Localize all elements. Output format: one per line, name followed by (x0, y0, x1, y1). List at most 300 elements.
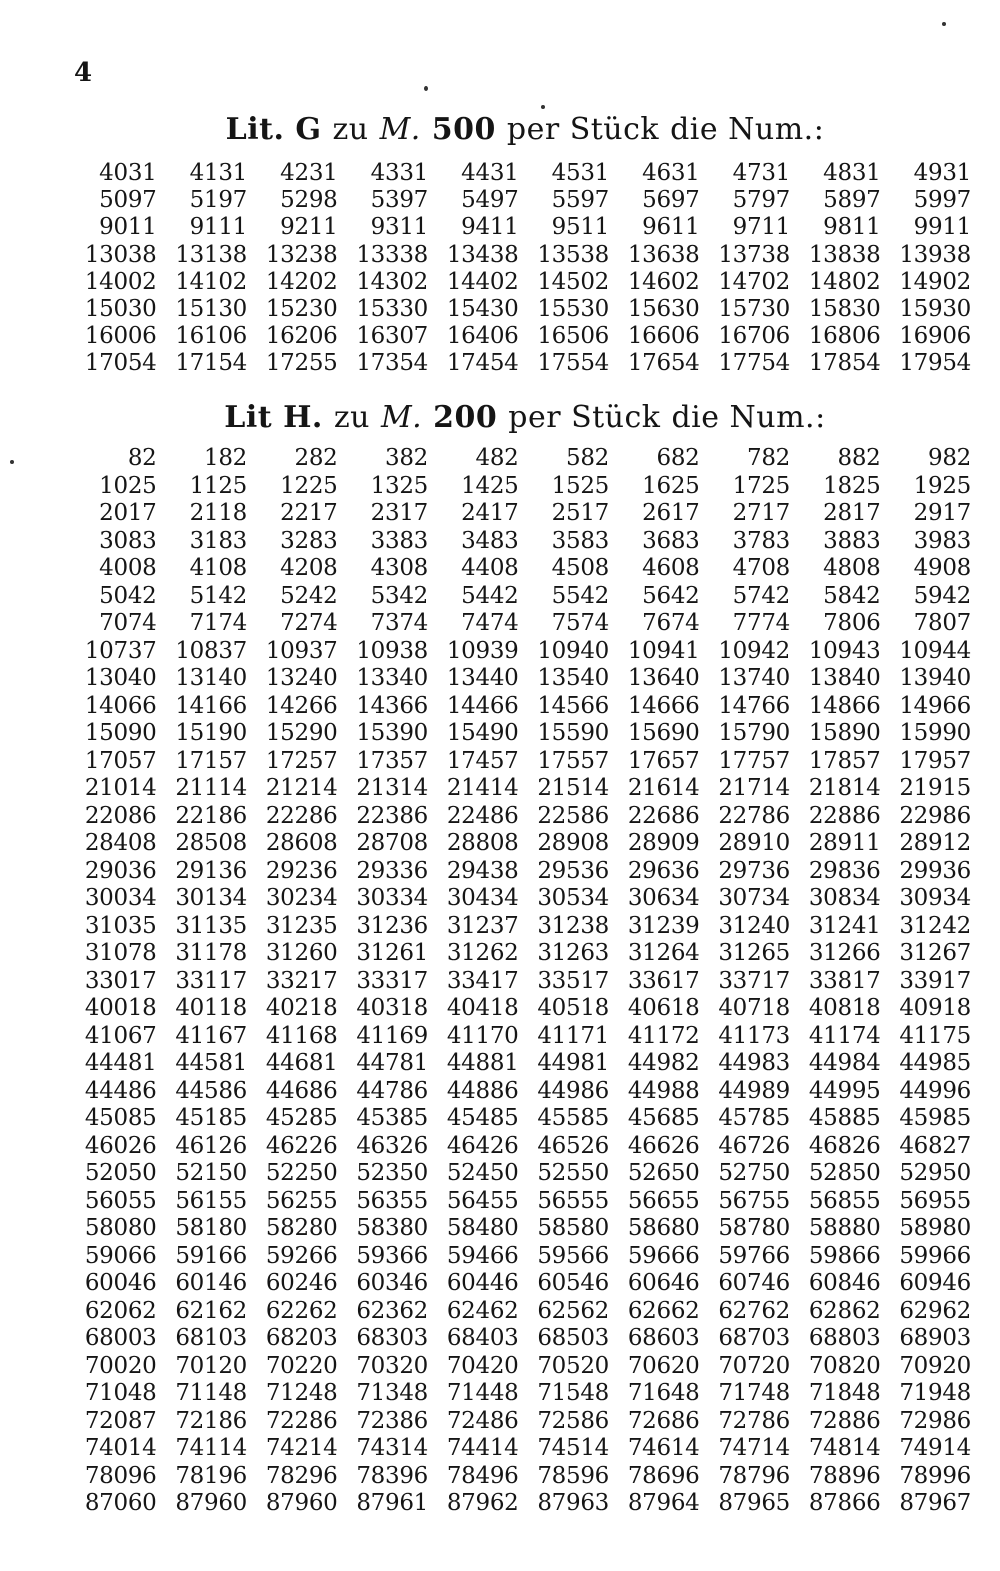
number-cell: 31239 (627, 912, 700, 939)
number-cell: 72486 (446, 1407, 519, 1434)
number-cell: 40518 (537, 995, 609, 1021)
number-cell: 78596 (537, 1462, 609, 1489)
number-cell: 56955 (899, 1187, 971, 1214)
number-cell: 2717 (732, 500, 790, 526)
number-cell: 62962 (899, 1297, 971, 1324)
number-cell: 21114 (175, 775, 247, 801)
number-cell: 62262 (265, 1297, 338, 1324)
number-cell: 58480 (446, 1215, 519, 1241)
number-cell: 7674 (642, 610, 700, 636)
heading-amount-symbol: M. (380, 400, 423, 435)
number-cell: 59266 (265, 1242, 338, 1269)
number-cell: 3383 (370, 527, 428, 554)
number-cell: 41169 (356, 1022, 428, 1049)
number-cell: 10942 (718, 637, 790, 664)
number-cell: 30134 (175, 885, 247, 911)
number-cell: 10943 (808, 637, 881, 664)
number-cell: 7774 (732, 610, 790, 636)
number-cell: 71148 (175, 1380, 247, 1406)
number-cell: 33017 (84, 967, 157, 994)
number-cell: 40718 (718, 995, 790, 1021)
number-cell: 68703 (718, 1325, 790, 1351)
number-cell: 2817 (823, 500, 881, 526)
number-cell: 60146 (175, 1270, 247, 1296)
number-cell: 21514 (537, 775, 609, 801)
number-cell: 5142 (189, 582, 247, 609)
number-cell: 45885 (808, 1105, 881, 1131)
number-cell: 7574 (551, 610, 609, 636)
number-cell: 4608 (642, 555, 700, 581)
number-cell: 17757 (718, 747, 790, 774)
number-cell: 10937 (265, 637, 338, 664)
number-cell: 22286 (265, 802, 338, 829)
number-cell: 31237 (446, 912, 519, 939)
number-cell: 46326 (356, 1132, 428, 1159)
number-cell: 17054 (84, 350, 157, 377)
number-cell: 482 (475, 445, 519, 471)
number-cell: 74314 (356, 1435, 428, 1461)
number-cell: 14802 (808, 268, 881, 295)
number-cell: 21814 (808, 775, 881, 801)
number-cell: 41173 (718, 1022, 790, 1049)
number-cell: 17354 (356, 350, 428, 377)
number-cell: 40918 (899, 995, 971, 1021)
number-cell: 5342 (370, 582, 428, 609)
number-cell: 70920 (899, 1352, 971, 1379)
number-cell: 10938 (356, 637, 428, 664)
number-cell: 71248 (265, 1380, 338, 1406)
number-cell: 60046 (84, 1270, 157, 1296)
number-cell: 16106 (175, 323, 247, 350)
heading-amount-symbol: M. (379, 112, 421, 147)
number-cell: 74014 (84, 1435, 157, 1461)
number-cell: 282 (294, 445, 338, 471)
number-cell: 74414 (446, 1435, 519, 1461)
number-cell: 21214 (265, 775, 338, 801)
number-cell: 3883 (823, 527, 881, 554)
number-cell: 15890 (808, 720, 881, 746)
number-cell: 5542 (551, 582, 609, 609)
number-cell: 60746 (718, 1270, 790, 1296)
number-cell: 59566 (537, 1242, 609, 1269)
number-cell: 7807 (913, 610, 971, 636)
number-cell: 46126 (175, 1132, 247, 1159)
number-cell: 2217 (280, 500, 338, 526)
number-cell: 45585 (537, 1105, 609, 1131)
number-cell: 60246 (265, 1270, 338, 1296)
number-cell: 21714 (718, 775, 790, 801)
number-cell: 16806 (808, 323, 881, 350)
number-cell: 16606 (627, 323, 700, 350)
number-cell: 44481 (84, 1050, 157, 1076)
number-cell: 62862 (808, 1297, 881, 1324)
number-cell: 15690 (627, 720, 700, 746)
number-cell: 87965 (718, 1490, 790, 1516)
number-cell: 40018 (84, 995, 157, 1021)
number-cell: 30634 (627, 885, 700, 911)
number-cell: 52050 (84, 1160, 157, 1186)
number-cell: 22886 (808, 802, 881, 829)
number-table-lit-h (72, 445, 977, 1518)
number-cell: 72686 (627, 1407, 700, 1434)
number-cell: 71048 (84, 1380, 157, 1406)
number-cell: 1225 (280, 472, 338, 499)
number-cell: 17657 (627, 747, 700, 774)
number-cell: 60446 (446, 1270, 519, 1296)
number-cell: 87960 (175, 1490, 247, 1516)
number-cell: 71548 (537, 1380, 609, 1406)
number-cell: 28608 (265, 830, 338, 856)
number-cell: 4331 (370, 160, 428, 186)
number-cell: 1325 (370, 472, 428, 499)
number-cell: 87960 (265, 1490, 338, 1516)
number-cell: 14966 (899, 692, 971, 719)
number-cell: 21314 (356, 775, 428, 801)
number-cell: 17157 (175, 747, 247, 774)
number-cell: 33317 (356, 967, 428, 994)
number-cell: 29936 (899, 857, 971, 884)
number-cell: 4008 (99, 555, 157, 581)
number-cell: 44486 (84, 1077, 157, 1104)
number-cell: 44985 (899, 1050, 971, 1076)
number-cell: 9211 (280, 214, 338, 241)
number-cell: 14866 (808, 692, 881, 719)
number-cell: 40118 (175, 995, 247, 1021)
number-cell: 58580 (537, 1215, 609, 1241)
number-cell: 60846 (808, 1270, 881, 1296)
number-cell: 68303 (356, 1325, 428, 1351)
number-cell: 41170 (446, 1022, 519, 1049)
number-cell: 13138 (175, 241, 247, 268)
number-cell: 22186 (175, 802, 247, 829)
number-cell: 59066 (84, 1242, 157, 1269)
number-cell: 3083 (99, 527, 157, 554)
number-cell: 45985 (899, 1105, 971, 1131)
number-cell: 1125 (189, 472, 247, 499)
number-cell: 40318 (356, 995, 428, 1021)
number-cell: 59366 (356, 1242, 428, 1269)
number-cell: 7374 (370, 610, 428, 636)
number-cell: 78996 (899, 1462, 971, 1489)
number-cell: 15230 (265, 295, 338, 322)
number-cell: 68603 (627, 1325, 700, 1351)
number-cell: 5797 (732, 187, 790, 214)
number-cell: 44982 (627, 1050, 700, 1076)
number-cell: 87963 (537, 1490, 609, 1516)
number-cell: 5697 (642, 187, 700, 214)
number-cell: 56155 (175, 1187, 247, 1214)
number-cell: 71648 (627, 1380, 700, 1406)
number-cell: 15390 (356, 720, 428, 746)
number-cell: 15030 (84, 295, 157, 322)
print-speck (424, 86, 428, 91)
number-cell: 41172 (627, 1022, 700, 1049)
number-cell: 41067 (84, 1022, 157, 1049)
number-cell: 30834 (808, 885, 881, 911)
number-cell: 1725 (732, 472, 790, 499)
number-cell: 28911 (808, 830, 881, 856)
number-cell: 5397 (370, 187, 428, 214)
number-cell: 74514 (537, 1435, 609, 1461)
number-cell: 5042 (99, 582, 157, 609)
number-cell: 15290 (265, 720, 338, 746)
number-cell: 1925 (913, 472, 971, 499)
number-cell: 3983 (913, 527, 971, 554)
number-cell: 68803 (808, 1325, 881, 1351)
number-cell: 22986 (899, 802, 971, 829)
number-cell: 87967 (899, 1490, 971, 1516)
number-cell: 46026 (84, 1132, 157, 1159)
number-cell: 30234 (265, 885, 338, 911)
number-cell: 60346 (356, 1270, 428, 1296)
number-cell: 78696 (627, 1462, 700, 1489)
number-cell: 71948 (899, 1380, 971, 1406)
number-cell: 14466 (446, 692, 519, 719)
number-cell: 44886 (446, 1077, 519, 1104)
number-cell: 74214 (265, 1435, 338, 1461)
number-cell: 41174 (808, 1022, 881, 1049)
number-cell: 14202 (265, 268, 338, 295)
number-cell: 7474 (461, 610, 519, 636)
number-cell: 33617 (627, 967, 700, 994)
number-cell: 31078 (84, 940, 157, 966)
number-cell: 31242 (899, 912, 971, 939)
number-cell: 7074 (99, 610, 157, 636)
number-cell: 30434 (446, 885, 519, 911)
number-cell: 31238 (537, 912, 609, 939)
number-cell: 40218 (265, 995, 338, 1021)
number-cell: 3283 (280, 527, 338, 554)
number-cell: 22086 (84, 802, 157, 829)
number-cell: 40818 (808, 995, 881, 1021)
number-cell: 31265 (718, 940, 790, 966)
number-cell: 14402 (446, 268, 519, 295)
number-cell: 14566 (537, 692, 609, 719)
number-cell: 59466 (446, 1242, 519, 1269)
number-cell: 14902 (899, 268, 971, 295)
heading-amount: 200 (433, 400, 498, 435)
number-cell: 9811 (823, 214, 881, 241)
number-cell: 29136 (175, 857, 247, 884)
number-cell: 13040 (84, 665, 157, 691)
number-cell: 31266 (808, 940, 881, 966)
number-cell: 72786 (718, 1407, 790, 1434)
number-cell: 52750 (718, 1160, 790, 1186)
heading-per-stueck: per Stück (508, 400, 661, 435)
number-cell: 582 (566, 445, 609, 471)
number-cell: 14702 (718, 268, 790, 295)
number-cell: 13540 (537, 665, 609, 691)
number-cell: 44986 (537, 1077, 609, 1104)
number-cell: 74814 (808, 1435, 881, 1461)
number-cell: 13938 (899, 241, 971, 268)
number-cell: 58880 (808, 1215, 881, 1241)
number-cell: 2617 (642, 500, 700, 526)
number-cell: 5997 (913, 187, 971, 214)
number-cell: 1025 (99, 472, 157, 499)
number-cell: 56455 (446, 1187, 519, 1214)
number-cell: 87962 (446, 1490, 519, 1516)
number-cell: 10941 (627, 637, 700, 664)
number-cell: 1825 (823, 472, 881, 499)
number-cell: 45385 (356, 1105, 428, 1131)
number-cell: 60946 (899, 1270, 971, 1296)
number-cell: 52150 (175, 1160, 247, 1186)
number-cell: 58780 (718, 1215, 790, 1241)
number-cell: 13838 (808, 241, 881, 268)
number-cell: 4031 (99, 160, 157, 186)
number-cell: 45185 (175, 1105, 247, 1131)
number-cell: 15990 (899, 720, 971, 746)
number-cell: 52250 (265, 1160, 338, 1186)
number-cell: 46826 (808, 1132, 881, 1159)
number-cell: 10944 (899, 637, 971, 664)
number-cell: 30734 (718, 885, 790, 911)
number-cell: 5242 (280, 582, 338, 609)
number-cell: 4108 (189, 555, 247, 581)
number-cell: 5197 (189, 187, 247, 214)
number-cell: 3583 (551, 527, 609, 554)
number-cell: 28909 (627, 830, 700, 856)
number-cell: 17557 (537, 747, 609, 774)
number-cell: 46726 (718, 1132, 790, 1159)
number-cell: 13538 (537, 241, 609, 268)
number-cell: 14666 (627, 692, 700, 719)
number-cell: 22486 (446, 802, 519, 829)
number-cell: 70520 (537, 1352, 609, 1379)
number-cell: 9711 (732, 214, 790, 241)
number-cell: 68103 (175, 1325, 247, 1351)
number-cell: 62162 (175, 1297, 247, 1324)
number-cell: 29036 (84, 857, 157, 884)
page-number: 4 (74, 58, 93, 88)
number-cell: 31235 (265, 912, 338, 939)
section-heading-lit-h (0, 400, 1000, 435)
number-cell: 4908 (913, 555, 971, 581)
number-cell: 29336 (356, 857, 428, 884)
number-cell: 44995 (808, 1077, 881, 1104)
number-cell: 44989 (718, 1077, 790, 1104)
number-cell: 68003 (84, 1325, 157, 1351)
number-cell: 33217 (265, 967, 338, 994)
number-cell: 33417 (446, 967, 519, 994)
number-cell: 2417 (461, 500, 519, 526)
number-cell: 682 (656, 445, 700, 471)
number-cell: 13340 (356, 665, 428, 691)
number-cell: 58280 (265, 1215, 338, 1241)
number-cell: 59766 (718, 1242, 790, 1269)
number-cell: 31236 (356, 912, 428, 939)
number-cell: 46226 (265, 1132, 338, 1159)
number-cell: 13840 (808, 665, 881, 691)
number-cell: 44988 (627, 1077, 700, 1104)
number-cell: 78296 (265, 1462, 338, 1489)
number-cell: 70720 (718, 1352, 790, 1379)
heading-die-num: die Num.: (671, 400, 826, 435)
number-cell: 68903 (899, 1325, 971, 1351)
heading-lit-label: Lit. G (225, 112, 322, 147)
number-cell: 7174 (189, 610, 247, 636)
number-cell: 28912 (899, 830, 971, 856)
number-cell: 41175 (899, 1022, 971, 1049)
number-cell: 78896 (808, 1462, 881, 1489)
number-cell: 44881 (446, 1050, 519, 1076)
number-cell: 70420 (446, 1352, 519, 1379)
number-cell: 4631 (642, 160, 700, 186)
number-cell: 3783 (732, 527, 790, 554)
number-cell: 13140 (175, 665, 247, 691)
number-cell: 56355 (356, 1187, 428, 1214)
number-cell: 68503 (537, 1325, 609, 1351)
heading-amount: 500 (431, 112, 496, 147)
number-cell: 58080 (84, 1215, 157, 1241)
number-cell: 29736 (718, 857, 790, 884)
number-cell: 31260 (265, 940, 338, 966)
number-cell: 882 (837, 445, 881, 471)
print-speck (942, 22, 946, 26)
number-cell: 82 (127, 445, 157, 471)
number-cell: 31035 (84, 912, 157, 939)
number-cell: 15630 (627, 295, 700, 322)
number-cell: 30934 (899, 885, 971, 911)
number-cell: 5642 (642, 582, 700, 609)
print-speck (10, 460, 14, 464)
number-cell: 15830 (808, 295, 881, 322)
number-cell: 14166 (175, 692, 247, 719)
number-cell: 4408 (461, 555, 519, 581)
number-cell: 40618 (627, 995, 700, 1021)
number-cell: 16307 (356, 323, 428, 350)
number-cell: 31135 (175, 912, 247, 939)
number-cell: 13638 (627, 241, 700, 268)
number-cell: 44984 (808, 1050, 881, 1076)
number-cell: 17357 (356, 747, 428, 774)
number-cell: 9111 (189, 214, 247, 241)
number-cell: 70820 (808, 1352, 881, 1379)
heading-lit-label: Lit H. (224, 400, 323, 435)
number-cell: 21014 (84, 775, 157, 801)
number-cell: 17854 (808, 350, 881, 377)
number-cell: 7274 (280, 610, 338, 636)
number-cell: 52450 (446, 1160, 519, 1186)
number-cell: 60646 (627, 1270, 700, 1296)
number-cell: 30534 (537, 885, 609, 911)
number-cell: 62362 (356, 1297, 428, 1324)
number-cell: 4708 (732, 555, 790, 581)
number-cell: 87866 (808, 1490, 881, 1516)
number-cell: 78496 (446, 1462, 519, 1489)
number-cell: 17457 (446, 747, 519, 774)
section-heading-lit-g (0, 112, 1000, 147)
number-cell: 17154 (175, 350, 247, 377)
number-cell: 14602 (627, 268, 700, 295)
number-cell: 3483 (461, 527, 519, 554)
number-cell: 4508 (551, 555, 609, 581)
number-cell: 72186 (175, 1407, 247, 1434)
number-cell: 72986 (899, 1407, 971, 1434)
number-cell: 4231 (280, 160, 338, 186)
number-cell: 13338 (356, 241, 428, 268)
number-cell: 59866 (808, 1242, 881, 1269)
number-cell: 45085 (84, 1105, 157, 1131)
number-cell: 44681 (265, 1050, 338, 1076)
heading-per-stueck: per Stück (506, 112, 660, 147)
number-cell: 31240 (718, 912, 790, 939)
number-cell: 78796 (718, 1462, 790, 1489)
number-cell: 74714 (718, 1435, 790, 1461)
number-cell: 60546 (537, 1270, 609, 1296)
number-cell: 9311 (370, 214, 428, 241)
